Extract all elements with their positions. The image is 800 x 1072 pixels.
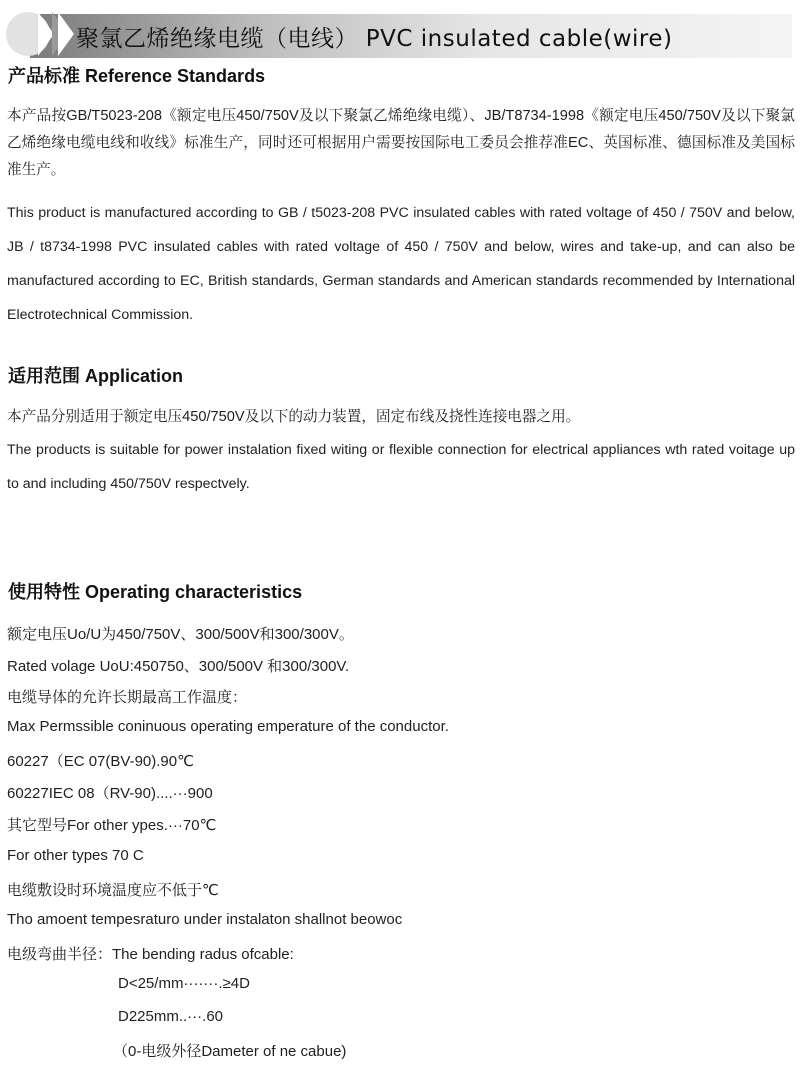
application-text-cn: 本产品分别适用于额定电压450/750V及以下的动力装置，固定布线及挠性连接电器之用。 — [7, 409, 581, 425]
reference-heading: 产品标准 Reference Standards — [8, 66, 266, 86]
operating-heading: 使用特性 Operating characteristics — [8, 582, 303, 602]
chevron-right-icon — [58, 12, 74, 56]
bending-radius-line: D225mm..···.60 — [118, 1008, 224, 1025]
operating-line: Rated volage UoU:450750、300/500V 和300/300V. — [7, 658, 350, 675]
bending-radius-line: D<25/mm·······.≥4D — [118, 975, 250, 992]
application-text-en: The products is suitable for power instalation fixed witing or flexible connection for electrical appliances wth rated voitage up to and including 450/750V respectvely. — [7, 442, 795, 492]
page-header — [0, 0, 800, 60]
reference-text-cn: 本产品按GB/T5023-208《额定电压450/750V及以下聚氯乙烯绝缘电缆）、JB/T8734-1998《额定电压450/750V及以下聚氯乙烯绝缘电缆电线和收线》标准生产，同时还可根据用户需要按国际电工委员会推荐准EC、英国标准、德国标准及美国标准生产。 — [7, 108, 795, 178]
operating-line: 电缆导体的允许长期最高工作温度： — [7, 689, 248, 706]
page-title: 聚氯乙烯绝缘电缆（电线） PVC insulated cable(wire) — [76, 26, 673, 52]
operating-line: 电缆敷设时环境温度应不低于℃ — [7, 882, 219, 899]
operating-line: 电级弯曲半径：The bending radus ofcable: — [7, 946, 294, 963]
operating-line: 额定电压Uo/U为450/750V、300/500V和300/300V。 — [7, 626, 354, 643]
operating-line: Tho amoent tempesraturo under instalaton shallnot beowoc — [7, 911, 403, 928]
operating-line: Max Permssible coninuous operating emperature of the conductor. — [7, 718, 449, 735]
diameter-note: （0-电级外径Dameter of ne cabue) — [113, 1043, 347, 1060]
application-heading: 适用范围 Application — [8, 366, 183, 386]
operating-line: 60227IEC 08（RV-90)....···900 — [7, 785, 213, 802]
operating-line: 60227（EC 07(BV-90).90℃ — [7, 753, 194, 770]
reference-text-en: This product is manufactured according to GB / t5023-208 PVC insulated cables with rated voltage of 450 / 750V and below, JB / t8734-1998 PVC insulated cables with rated voltage of 450 / 750V and below, wires and take-up, and can also be manufactured according to EC, British standards, German standards and American standards recommended by International Electrotechnical Commission. — [7, 205, 795, 323]
operating-line: 其它型号For other ypes.···70℃ — [7, 817, 217, 834]
operating-line: For other types 70 C — [7, 847, 144, 864]
